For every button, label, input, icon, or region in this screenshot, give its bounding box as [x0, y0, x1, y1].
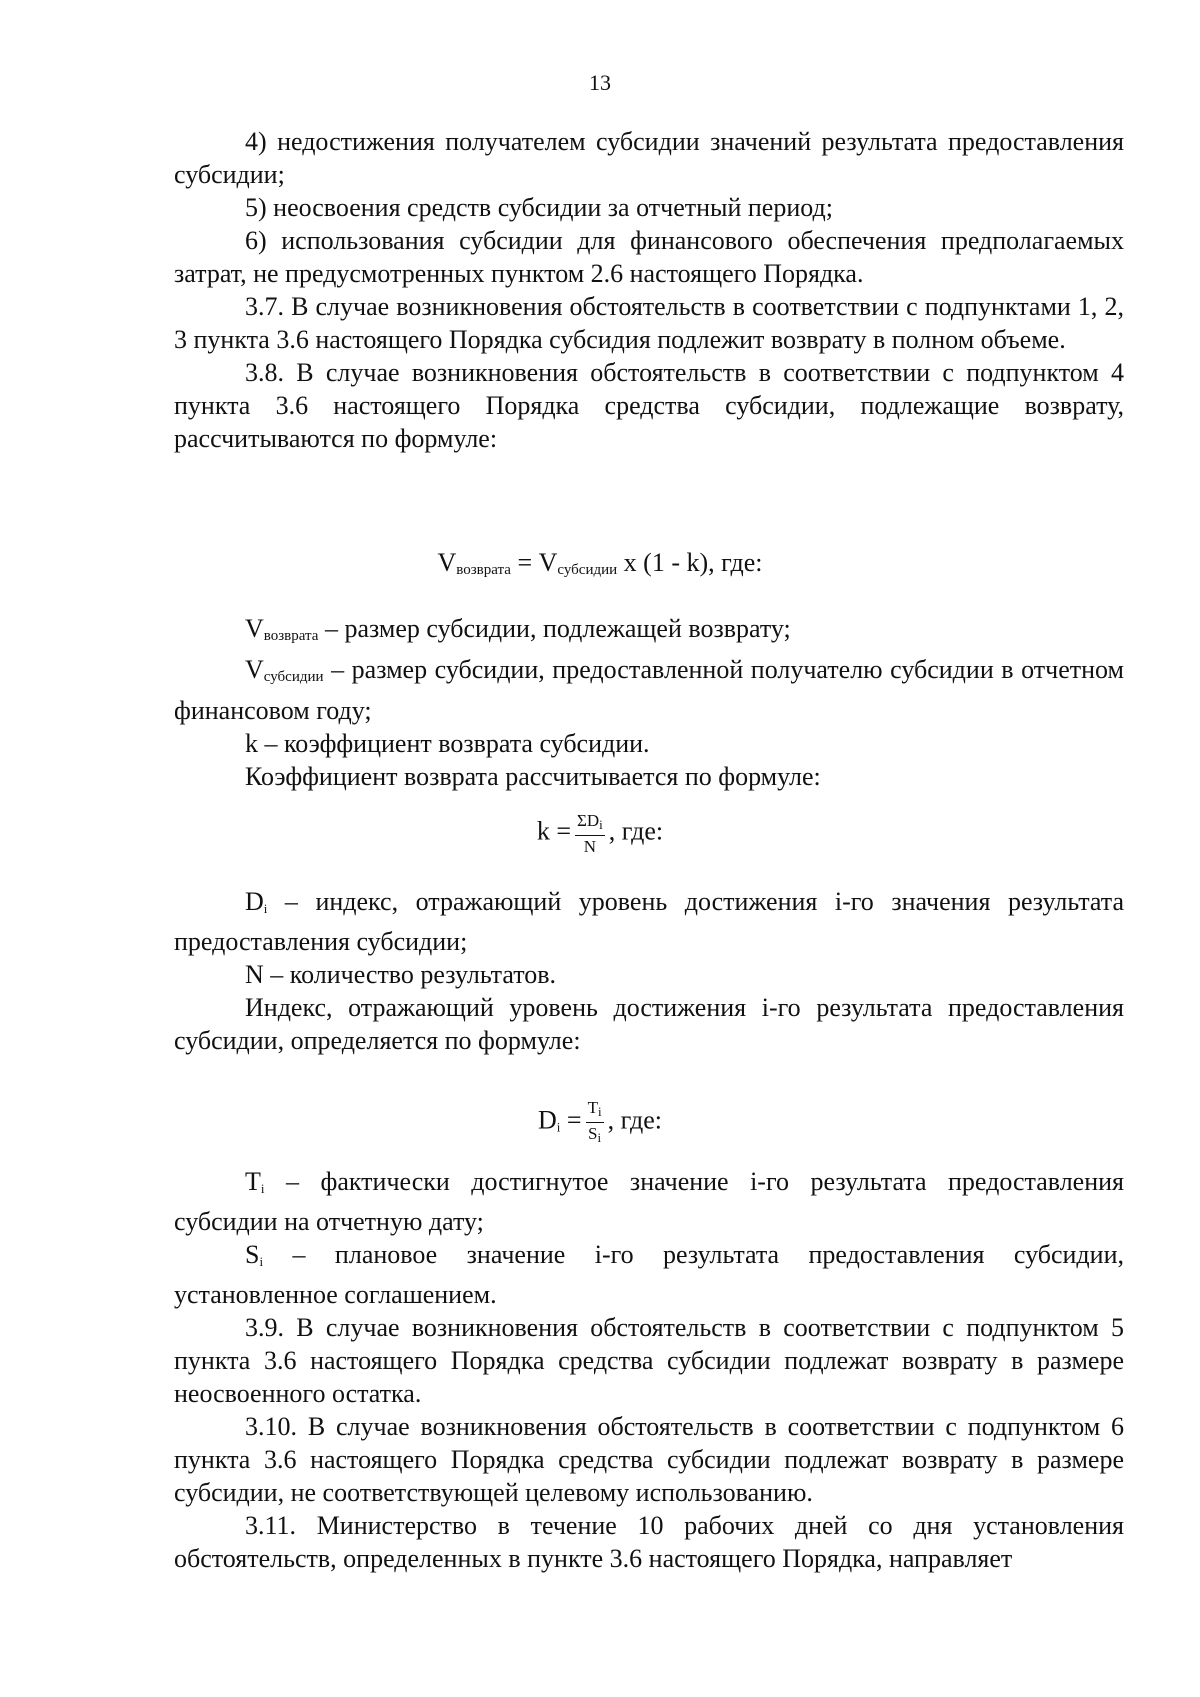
- paragraph-3-7: 3.7. В случае возникновения обстоятельств в соответствии с подпунктами 1, 2, 3 пункта 3.6 настоящего Порядка субсидия подлежит возврату в полном объеме.: [174, 292, 1124, 354]
- text-block-4: [174, 1165, 1124, 1575]
- fraction: $\frac{\text{ΣDi}}{N}$: [577, 811, 603, 856]
- paragraph-item-6: 6) использования субсидии для финансового обеспечения предполагаемых затрат, не предусмотренных пунктом 2.6 настоящего Порядка.: [174, 226, 1124, 288]
- paragraph-3-11: 3.11. Министерство в течение 10 рабочих дней со дня установления обстоятельств, определенных в пункте 3.6 настоящего Порядка, направляет: [174, 1511, 1124, 1573]
- page-number: 13: [589, 70, 611, 95]
- definition-s: Si – плановое значение i-го результата предоставления субсидии, установленное соглашением.: [174, 1240, 1124, 1309]
- text-block-2: [174, 612, 1124, 793]
- paragraph-item-4: 4) недостижения получателем субсидии значений результата предоставления субсидии;: [174, 127, 1124, 189]
- index-intro: Индекс, отражающий уровень достижения i-го результата предоставления субсидии, определяется по формуле:: [174, 993, 1124, 1055]
- text-block-1: [174, 125, 1124, 455]
- paragraph-3-10: 3.10. В случае возникновения обстоятельств в соответствии с подпунктом 6 пункта 3.6 настоящего Порядка средства субсидии подлежат возврату в размере субсидии, не соответствующей целевому использованию.: [174, 1412, 1124, 1507]
- definition-t: Ti – фактически достигнутое значение i-го результата предоставления субсидии на отчетную дату;: [174, 1167, 1124, 1236]
- formula-coefficient: k = $\frac{\text{ΣDi}}{N}$ , где:: [536, 811, 664, 856]
- paragraph-3-8: 3.8. В случае возникновения обстоятельств в соответствии с подпунктом 4 пункта 3.6 настоящего Порядка средства субсидии, подлежащие возврату, рассчитываются по формуле:: [174, 358, 1124, 453]
- paragraph-item-5: 5) неосвоения средств субсидии за отчетный период;: [245, 193, 833, 222]
- formula-index: Di = $\frac{Ti}{Si}$ , где:: [538, 1098, 662, 1145]
- coefficient-intro: Коэффициент возврата рассчитывается по формуле:: [245, 762, 821, 791]
- paragraph-3-9: 3.9. В случае возникновения обстоятельств в соответствии с подпунктом 5 пункта 3.6 настоящего Порядка средства субсидии подлежат возврату в размере неосвоенного остатка.: [174, 1313, 1124, 1408]
- definition-k: k – коэффициент возврата субсидии.: [245, 729, 650, 758]
- formula-return-amount: $V_{возврата} = V_{субсидии}$ x (1 - k), где:: [437, 548, 763, 578]
- definition-d: Di – индекс, отражающий уровень достижения i-го значения результата предоставления субсидии;: [174, 887, 1124, 956]
- definition-n: N – количество результатов.: [245, 960, 557, 989]
- definition-v-subsidy: $V_{субсидии}$ – размер субсидии, предоставленной получателю субсидии в отчетном финансовом году;: [174, 655, 1124, 725]
- text-block-3: [174, 885, 1124, 1057]
- fraction: $\frac{Ti}{Si}$: [587, 1098, 602, 1145]
- definition-v-return: $V_{возврата}$ – размер субсидии, подлежащей возврату;: [245, 614, 791, 644]
